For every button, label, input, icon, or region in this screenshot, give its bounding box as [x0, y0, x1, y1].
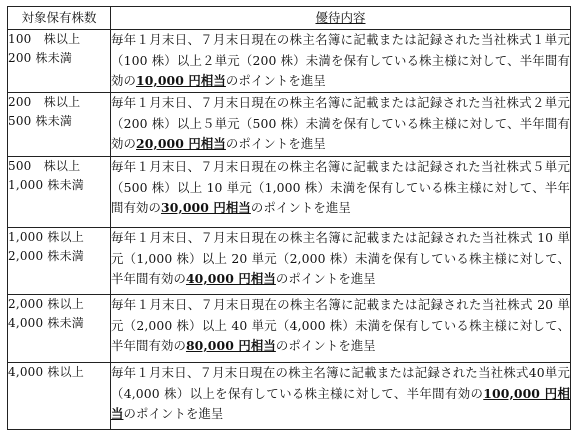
table-header	[8, 7, 571, 30]
benefit-suffix: のポイントを進呈	[275, 338, 376, 353]
tier-line-1: 200 株以上	[8, 95, 81, 109]
benefit-suffix: のポイントを進呈	[250, 200, 351, 215]
tier-line-1: 500 株以上	[8, 159, 81, 173]
benefit-text: 毎年１月末日、７月末日現在の株主名簿に記載または記録された当社株式 10 単元（1,000 株）以上 20 単元（2,000 株）未満を保有している株主様に対して、半年間有効の	[111, 230, 570, 286]
table-row	[8, 30, 571, 93]
tier-line-1: 2,000 株以上	[8, 297, 84, 311]
benefit-amount: 10,000 円相当	[135, 73, 226, 88]
table-row	[8, 93, 571, 157]
shareholder-benefits-table	[7, 6, 571, 430]
table-body	[8, 30, 571, 430]
benefit-suffix: のポイントを進呈	[225, 73, 326, 88]
table-row	[8, 295, 571, 363]
header-tier	[8, 7, 111, 30]
tier-cell	[8, 363, 111, 430]
benefit-text: 毎年１月末日、７月末日現在の株主名簿に記載または記録された当社株式40単元（4,000 株）以上を保有している株主様に対して、半年間有効の	[111, 365, 570, 401]
benefit-cell	[111, 295, 571, 363]
benefit-text: 毎年１月末日、７月末日現在の株主名簿に記載または記録された当社株式 20 単元（2,000 株）以上 40 単元（4,000 株）未満を保有している株主様に対して、半年間有効の	[111, 297, 570, 353]
table-row	[8, 228, 571, 295]
benefit-cell	[111, 30, 571, 93]
tier-cell	[8, 157, 111, 228]
benefit-text: 毎年１月末日、７月末日現在の株主名簿に記載または記録された当社株式２単元（200 株）以上５単元（500 株）未満を保有している株主様に対して、半年間有効の	[111, 95, 570, 151]
benefit-suffix: のポイントを進呈	[275, 271, 376, 286]
header-benefit-label: 優待内容	[315, 10, 366, 25]
tier-cell	[8, 30, 111, 93]
benefit-amount: 100,000 円相当	[111, 385, 570, 421]
header-row	[8, 7, 571, 30]
table-row	[8, 157, 571, 228]
tier-line-2: 200 株未満	[8, 51, 73, 65]
benefit-text: 毎年１月末日、７月末日現在の株主名簿に記載または記録された当社株式５単元（500 株）以上 10 単元（1,000 株）未満を保有している株主様に対して、半年間有効の	[111, 159, 570, 215]
tier-line-2: 2,000 株未満	[8, 249, 84, 263]
tier-line-1: 100 株以上	[8, 32, 81, 46]
benefit-amount: 80,000 円相当	[185, 338, 276, 353]
tier-line-2: 4,000 株未満	[8, 316, 84, 330]
benefit-cell	[111, 363, 571, 430]
benefit-amount: 30,000 円相当	[160, 200, 251, 215]
benefit-cell	[111, 157, 571, 228]
benefit-suffix: のポイントを進呈	[225, 136, 326, 151]
tier-cell	[8, 228, 111, 295]
tier-line-1: 4,000 株以上	[8, 365, 84, 379]
benefit-cell	[111, 93, 571, 157]
benefit-amount: 20,000 円相当	[135, 136, 226, 151]
header-tier-label: 対象保有株数	[21, 10, 97, 25]
header-benefit	[111, 7, 571, 30]
benefit-cell	[111, 228, 571, 295]
tier-cell	[8, 93, 111, 157]
benefit-amount: 40,000 円相当	[185, 271, 276, 286]
tier-line-2: 500 株未満	[8, 114, 73, 128]
tier-cell	[8, 295, 111, 363]
tier-line-2: 1,000 株未満	[8, 178, 84, 192]
benefit-text: 毎年１月末日、７月末日現在の株主名簿に記載または記録された当社株式１単元（100 株）以上２単元（200 株）未満を保有している株主様に対して、半年間有効の	[111, 32, 570, 88]
table-row	[8, 363, 571, 430]
benefit-suffix: のポイントを進呈	[123, 406, 224, 421]
tier-line-1: 1,000 株以上	[8, 230, 84, 244]
